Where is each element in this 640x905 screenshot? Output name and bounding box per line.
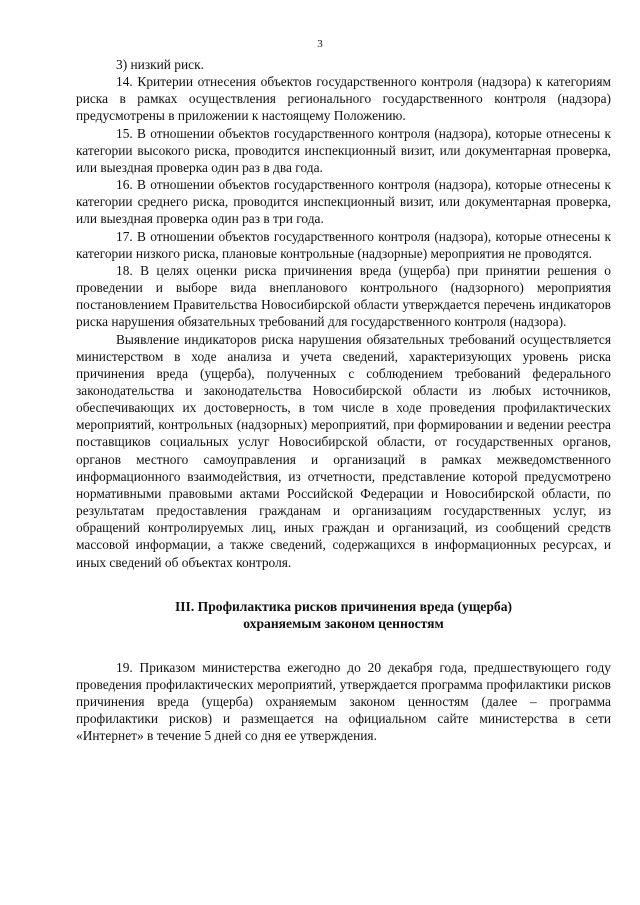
paragraph-14: 14. Критерии отнесения объектов государственного контроля (надзора) к категориям риска в рамках осуществления регионального государственного контроля (надзора) предусмотрены в приложении к настоящему Положению. bbox=[76, 74, 611, 124]
paragraph-15: 15. В отношении объектов государственного контроля (надзора), которые отнесены к категории высокого риска, проводится инспекционный визит, или документарная проверка, или выездная проверка один раз в два года. bbox=[76, 125, 611, 175]
paragraph-risk-level: 3) низкий риск. bbox=[116, 57, 204, 72]
section-heading bbox=[76, 598, 611, 633]
paragraph-17: 17. В отношении объектов государственного контроля (надзора), которые отнесены к категории низкого риска, плановые контрольные (надзорные) мероприятия не проводятся. bbox=[76, 228, 611, 261]
paragraph-16: 16. В отношении объектов государственного контроля (надзора), которые отнесены к категории среднего риска, проводится инспекционный визит, или документарная проверка, или выездная проверка один раз в три года. bbox=[76, 177, 611, 227]
paragraph-indicators: Выявление индикаторов риска нарушения обязательных требований осуществляется министерством в ходе анализа и учета сведений, характеризующих уровень риска причинения вреда (ущерба), полученных с соблюдением требований федерального законодательства и законодательства Новосибирской области из любых источников, обеспечивающих их достоверность, в том числе в ходе проведения профилактических мероприятий, контрольных (надзорных) мероприятий, при формировании и ведении реестра поставщиков социальных услуг Новосибирской области, от государственных органов, органов местного самоуправления и организаций в рамках межведомственного информационного взаимодействия, из отчетности, представление которой предусмотрено нормативными правовыми актами Российской Федерации и Новосибирской области, по результатам предоставления гражданам и организациям государственных услуг, из обращений контролируемых лиц, иных граждан и организаций, из сообщений средств массовой информации, а также сведений, содержащихся в информационных ресурсах, и иных сведений об объектах контроля. bbox=[76, 331, 611, 570]
paragraph-19: 19. Приказом министерства ежегодно до 20 декабря года, предшествующего году проведения профилактических мероприятий, утверждается программа профилактики рисков причинения вреда (ущерба) охраняемым законом ценностям (далее – программа профилактики рисков) и размещается на официальном сайте министерства в сети «Интернет» в течение 5 дней со дня ее утверждения. bbox=[76, 659, 611, 744]
section-heading-line-1: III. Профилактика рисков причинения вреда (ущерба) bbox=[174, 598, 513, 614]
paragraph-18: 18. В целях оценки риска причинения вреда (ущерба) при принятии решения о проведении и выборе вида внепланового контрольного (надзорного) мероприятия постановлением Правительства Новосибирской области утверждается перечень индикаторов риска нарушения обязательных требований для государственного контроля (надзора). bbox=[76, 262, 611, 330]
section-heading-line-2: охраняемым законом ценностям bbox=[243, 616, 444, 632]
document-body bbox=[76, 56, 611, 744]
page-number: 3 bbox=[317, 38, 323, 50]
